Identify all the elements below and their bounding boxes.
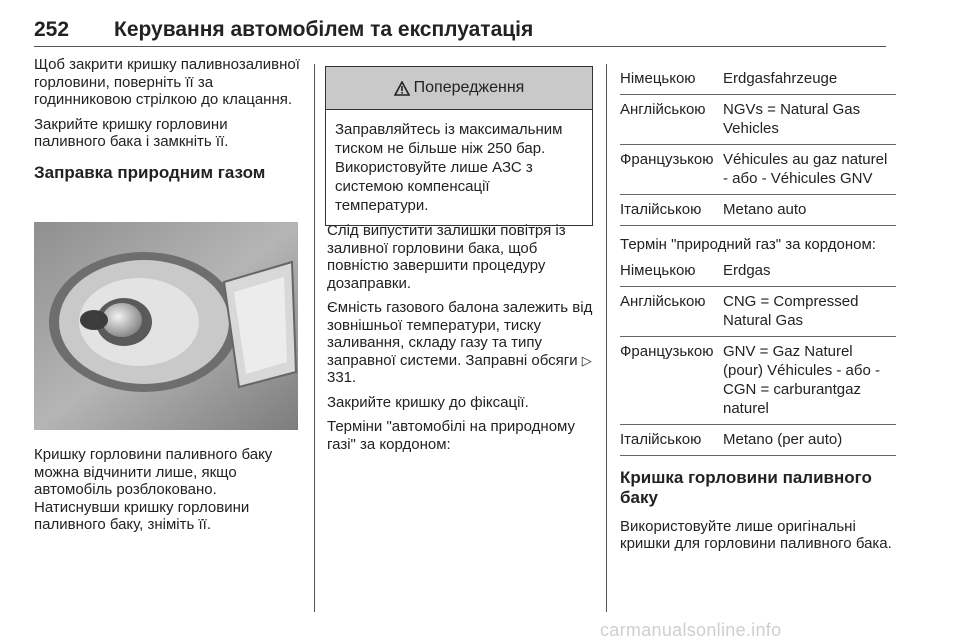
page-reference-icon: ▷ xyxy=(581,352,592,368)
chapter-title: Керування автомобілем та експлуатація xyxy=(114,18,534,41)
term-cell: Metano auto xyxy=(723,201,807,218)
watermark: carmanualsonline.info xyxy=(600,620,782,640)
table-row xyxy=(620,424,896,455)
paragraph: Використовуйте лише оригінальні кришки для горловини паливного бака. xyxy=(620,517,892,552)
left-column-bottom xyxy=(34,446,302,534)
language-cell: Англійською xyxy=(620,292,706,310)
table-row xyxy=(620,145,896,195)
left-column xyxy=(34,56,302,183)
fuel-cap-photo xyxy=(34,222,298,430)
middle-column xyxy=(327,222,593,453)
right-column xyxy=(620,64,896,553)
page-reference[interactable]: 331. xyxy=(327,369,357,386)
section-heading: Заправка природним газом xyxy=(34,162,266,182)
warning-box xyxy=(325,66,593,226)
column-divider xyxy=(314,64,315,612)
term-cell: GNV = Gaz Naturel (pour) Véhicules - або - CGN = carburantgaz naturel xyxy=(723,342,880,417)
section-heading: Кришка горловини паливного баку xyxy=(620,467,872,507)
language-cell: Італійською xyxy=(620,201,702,218)
paragraph: Закрийте кришку горловини паливного бака і замкніть її. xyxy=(34,115,229,150)
table-row xyxy=(620,286,896,336)
language-cell: Французькою xyxy=(620,151,714,168)
paragraph xyxy=(327,299,593,387)
term-cell: Erdgas xyxy=(723,261,771,279)
term-cell: Metano (per auto) xyxy=(723,430,843,448)
term-cell: Erdgasfahrzeuge xyxy=(723,70,838,87)
terms-table-vehicles xyxy=(620,64,896,226)
term-cell: NGVs = Natural Gas Vehicles xyxy=(723,101,861,137)
term-cell: CNG = Compressed Natural Gas xyxy=(723,292,859,329)
language-cell: Німецькою xyxy=(620,70,696,87)
paragraph: Слід випустити залишки повітря із заливної горловини бака, щоб повністю завершити процедуру дозаправки. xyxy=(327,222,566,292)
page-header xyxy=(34,18,886,52)
table-row xyxy=(620,336,896,424)
language-cell: Італійською xyxy=(620,430,702,448)
warning-header xyxy=(326,67,592,110)
terms-table-gas xyxy=(620,256,896,456)
header-divider xyxy=(34,46,886,47)
table-row xyxy=(620,195,896,226)
paragraph: Термін "природний газ" за кордоном: xyxy=(620,236,876,253)
paragraph-text: Ємність газового балона залежить від зовнішньої температури, тиску заливання, складу газу та типу заправної системи. Заправні обсяги xyxy=(327,299,593,369)
paragraph: Кришку горловини паливного баку можна відчинити лише, якщо автомобіль розблоковано. Натиснувши кришку горловини паливного баку, зніміть її. xyxy=(34,446,273,533)
table-row xyxy=(620,95,896,145)
warning-icon xyxy=(394,81,410,96)
column-divider xyxy=(606,64,607,612)
language-cell: Французькою xyxy=(620,342,714,360)
warning-text: Заправляйтесь із максимальним тиском не більше ніж 250 бар. Використовуйте лише АЗС з системою компенсації температури. xyxy=(335,121,563,214)
page-number: 252 xyxy=(34,18,70,41)
paragraph: Щоб закрити кришку паливнозаливної горловини, поверніть її за годинниковою стрілкою до клацання. xyxy=(34,56,300,108)
paragraph: Закрийте кришку до фіксації. xyxy=(327,393,529,411)
table-row xyxy=(620,256,896,287)
term-cell: Véhicules au gaz naturel - або - Véhicules GNV xyxy=(723,151,888,187)
warning-title: Попередження xyxy=(413,79,525,96)
language-cell: Англійською xyxy=(620,101,706,118)
language-cell: Німецькою xyxy=(620,261,696,279)
paragraph: Терміни "автомобілі на природному газі" за кордоном: xyxy=(327,418,576,453)
table-row xyxy=(620,64,896,95)
